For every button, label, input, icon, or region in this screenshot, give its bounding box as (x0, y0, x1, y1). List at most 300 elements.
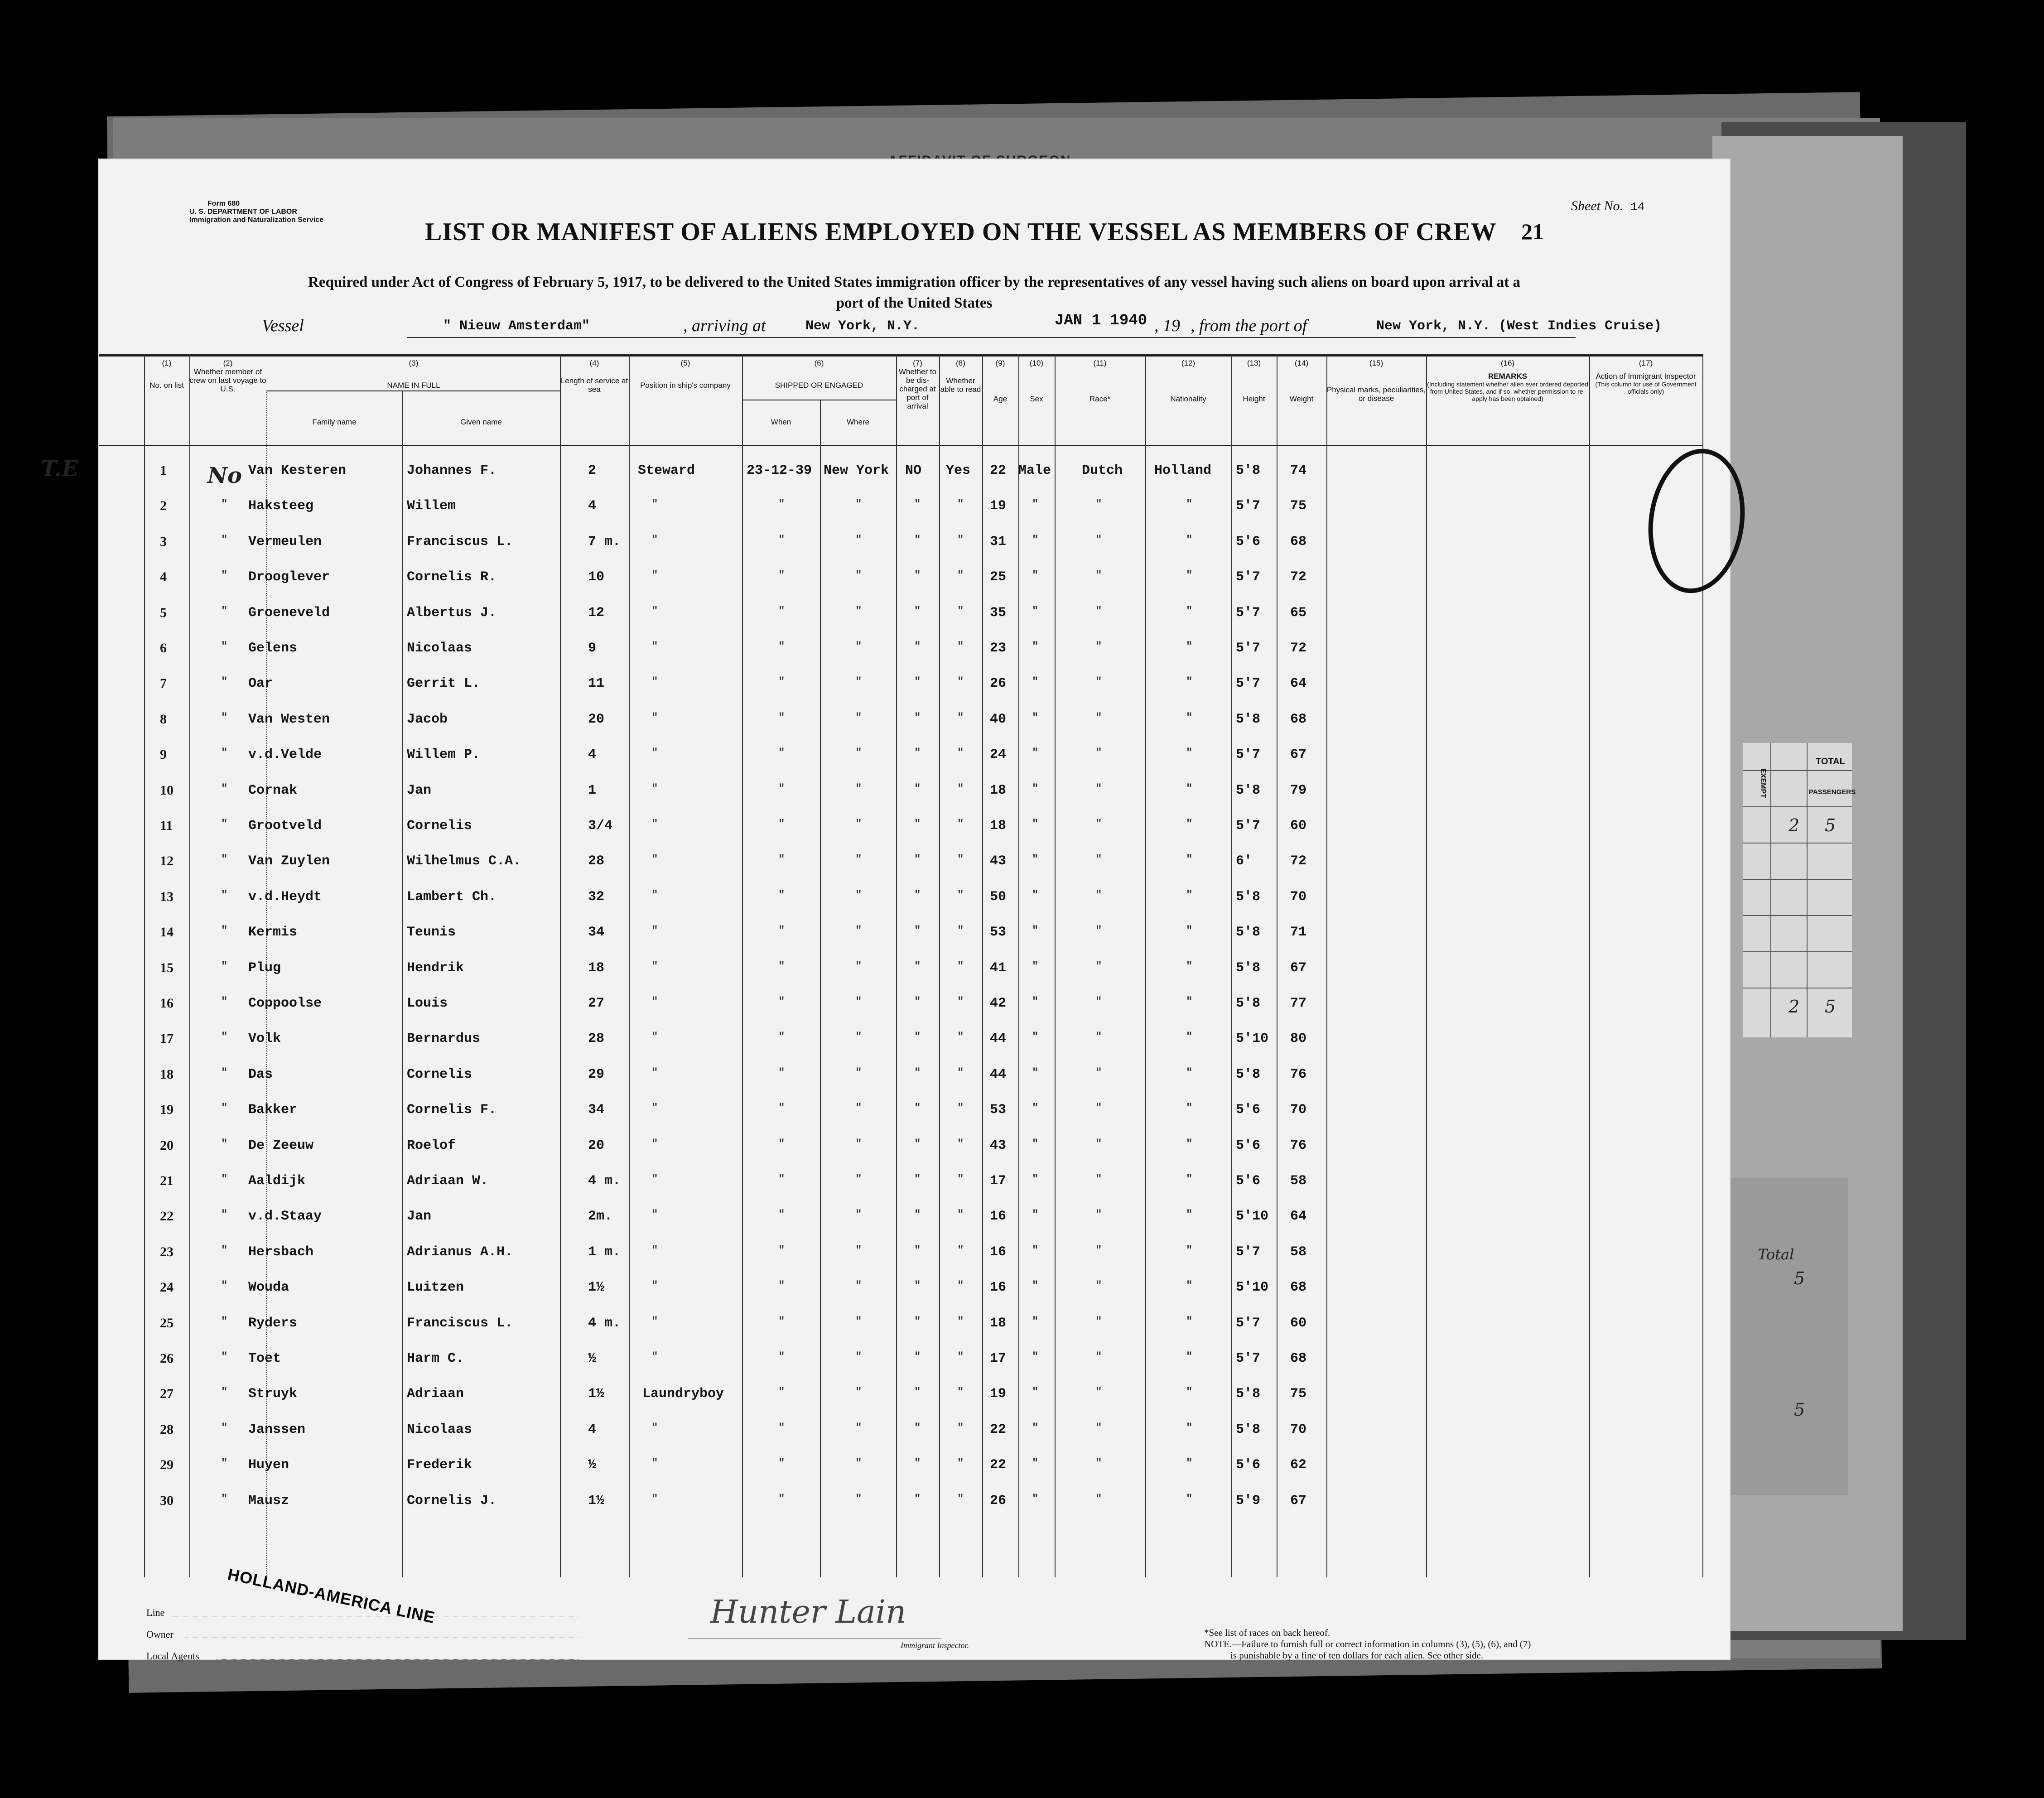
ditto-crew: " (221, 960, 228, 973)
ditto-when: " (778, 747, 785, 760)
ditto-nationality: " (1186, 1351, 1193, 1363)
ditto-sex: " (1032, 1244, 1039, 1257)
ditto-position: " (651, 1031, 658, 1044)
table-row (99, 960, 1702, 996)
family-name: Janssen (248, 1422, 306, 1437)
ditto-where: " (855, 1315, 862, 1328)
ditto-crew: " (221, 1280, 228, 1292)
ditto-when: " (778, 960, 785, 973)
ditto-nationality: " (1186, 747, 1193, 760)
ditto-nationality: " (1186, 1244, 1193, 1257)
ditto-crew: " (221, 1386, 228, 1399)
height: 5'10 (1236, 1280, 1269, 1296)
weight: 70 (1290, 1422, 1307, 1437)
table-row (99, 1386, 1702, 1422)
ditto-nationality: " (1186, 1102, 1193, 1115)
given-name: Jacob (407, 711, 448, 727)
ditto-when: " (778, 1102, 785, 1115)
margin-annotation: T.E (41, 456, 78, 482)
ditto-where: " (855, 676, 862, 689)
ditto-read: " (957, 818, 964, 830)
height: 5'6 (1236, 1173, 1261, 1189)
ditto-sex: " (1032, 782, 1039, 795)
ditto-position: " (651, 1138, 658, 1150)
age: 53 (990, 925, 1007, 940)
ditto-sex: " (1032, 996, 1039, 1008)
col11-header: (11) Race* (1089, 359, 1111, 403)
tally-total-value-2: 5 (1825, 997, 1836, 1017)
tally-exempt-value: 2 (1788, 815, 1800, 835)
ditto-when: " (778, 853, 785, 866)
col10-header: (10) Sex (1029, 359, 1044, 403)
row-number: 6 (160, 641, 167, 656)
arriving-port: New York, N.Y. (805, 318, 920, 334)
length-of-service: 4 m. (588, 1173, 621, 1189)
family-name: v.d.Heydt (248, 889, 322, 905)
ditto-position: " (651, 676, 658, 689)
ditto-where: " (855, 641, 862, 653)
col17-header: (17) Action of Immigrant Inspector (This column for use of Government officials only) (1595, 359, 1697, 395)
ditto-when: " (778, 1422, 785, 1434)
row-number: 19 (160, 1102, 174, 1118)
ditto-sex: " (1032, 1422, 1039, 1434)
family-name: Aaldijk (248, 1173, 306, 1189)
extra-handwritten-value: 5 (1794, 1400, 1805, 1420)
ditto-position: " (651, 960, 658, 973)
family-name: Groeneveld (248, 605, 330, 621)
ditto-read: " (957, 605, 964, 617)
ditto-where: " (855, 782, 862, 795)
age: 53 (990, 1102, 1007, 1118)
race: Dutch (1082, 463, 1123, 478)
ditto-position: " (651, 641, 658, 653)
ditto-discharge: " (914, 1031, 921, 1044)
table-row (99, 1173, 1702, 1209)
ditto-discharge: " (914, 1351, 921, 1363)
row-number: 22 (160, 1209, 174, 1224)
ditto-race: " (1095, 711, 1102, 724)
ditto-discharge: " (914, 996, 921, 1008)
height: 5'8 (1236, 960, 1261, 976)
ditto-discharge: " (914, 1209, 921, 1221)
given-name: Gerrit L. (407, 676, 481, 692)
ditto-nationality: " (1186, 676, 1193, 689)
ditto-position: " (651, 1493, 658, 1505)
ditto-where: " (855, 960, 862, 973)
row-number: 17 (160, 1031, 174, 1046)
family-name: Huyen (248, 1457, 289, 1473)
ditto-race: " (1095, 996, 1102, 1008)
ditto-read: " (957, 534, 964, 546)
length-of-service: 4 (588, 498, 597, 514)
weight: 76 (1290, 1066, 1307, 1082)
ditto-where: " (855, 1173, 862, 1186)
table-row (99, 996, 1702, 1031)
ditto-discharge: " (914, 498, 921, 511)
owner-label: Owner (146, 1629, 174, 1640)
ditto-when: " (778, 641, 785, 653)
ditto-where: " (855, 996, 862, 1008)
ditto-read: " (957, 569, 964, 582)
ditto-discharge: " (914, 1173, 921, 1186)
row-number: 16 (160, 996, 174, 1011)
row-number: 4 (160, 569, 167, 585)
ditto-sex: " (1032, 676, 1039, 689)
discharged-at-arrival: NO (905, 463, 922, 478)
weight: 75 (1290, 498, 1307, 514)
ditto-sex: " (1032, 1493, 1039, 1505)
weight: 58 (1290, 1173, 1307, 1189)
ditto-position: " (651, 711, 658, 724)
ditto-crew: " (221, 641, 228, 653)
note-line-2: is punishable by a fine of ten dollars for each alien. See other side. (1230, 1650, 1484, 1661)
ditto-sex: " (1032, 1173, 1039, 1186)
height: 5'9 (1236, 1493, 1261, 1509)
ditto-sex: " (1032, 1280, 1039, 1292)
family-name: v.d.Velde (248, 747, 322, 763)
ditto-nationality: " (1186, 641, 1193, 653)
ditto-sex: " (1032, 889, 1039, 901)
ditto-nationality: " (1186, 1493, 1193, 1505)
ditto-crew: " (221, 1244, 228, 1257)
row-number: 12 (160, 853, 174, 869)
ditto-when: " (778, 1457, 785, 1470)
age: 23 (990, 641, 1007, 656)
ditto-nationality: " (1186, 996, 1193, 1008)
ditto-where: " (855, 1209, 862, 1221)
family-name: Plug (248, 960, 281, 976)
given-name: Cornelis J. (407, 1493, 497, 1509)
given-name: Jan (407, 1209, 432, 1224)
table-row (99, 498, 1702, 534)
total-label-side: TOTAL (1816, 757, 1845, 766)
height: 6' (1236, 853, 1253, 869)
able-to-read: Yes (946, 463, 971, 478)
ditto-race: " (1095, 1315, 1102, 1328)
length-of-service: 34 (588, 925, 605, 940)
ditto-where: " (855, 1386, 862, 1399)
ditto-sex: " (1032, 1102, 1039, 1115)
ditto-discharge: " (914, 889, 921, 901)
ditto-race: " (1095, 498, 1102, 511)
ditto-discharge: " (914, 534, 921, 546)
ditto-sex: " (1032, 534, 1039, 546)
ditto-position: " (651, 853, 658, 866)
ditto-discharge: " (914, 569, 921, 582)
ditto-when: " (778, 1493, 785, 1505)
col9-header: (9) Age (993, 359, 1008, 403)
ditto-crew: " (221, 605, 228, 617)
ditto-position: " (651, 1351, 658, 1363)
ditto-where: " (855, 925, 862, 937)
ditto-read: " (957, 1138, 964, 1150)
given-name: Adriaan W. (407, 1173, 489, 1189)
ditto-nationality: " (1186, 1173, 1193, 1186)
given-name: Cornelis F. (407, 1102, 497, 1118)
ditto-crew: " (221, 1457, 228, 1470)
table-row (99, 605, 1702, 641)
weight: 77 (1290, 996, 1307, 1011)
family-name: Toet (248, 1351, 281, 1366)
ditto-discharge: " (914, 711, 921, 724)
from-label: , from the port of (1191, 316, 1307, 335)
weight: 67 (1290, 1493, 1307, 1509)
given-name: Roelof (407, 1138, 456, 1153)
col13-header: (13) Height (1243, 359, 1265, 403)
length-of-service: 28 (588, 1031, 605, 1047)
ditto-discharge: " (914, 1422, 921, 1434)
ditto-position: " (651, 1422, 658, 1434)
subtitle-line-1: Required under Act of Congress of February 5, 1917, to be delivered to the United States immigration officer by the representatives of any vessel having such aliens on board upon arrival at a (308, 274, 1520, 290)
family-name: Van Westen (248, 711, 330, 727)
ditto-position: " (651, 889, 658, 901)
ditto-read: " (957, 641, 964, 653)
family-name: Struyk (248, 1386, 298, 1402)
ditto-where: " (855, 605, 862, 617)
ditto-race: " (1095, 925, 1102, 937)
ditto-read: " (957, 1422, 964, 1434)
weight: 68 (1290, 534, 1307, 550)
length-of-service: 4 (588, 747, 597, 763)
length-of-service: 11 (588, 676, 605, 692)
age: 22 (990, 1422, 1007, 1437)
ditto-read: " (957, 1457, 964, 1470)
ditto-read: " (957, 498, 964, 511)
height: 5'6 (1236, 534, 1261, 550)
given-name-header: Given name (460, 418, 502, 426)
ditto-nationality: " (1186, 569, 1193, 582)
weight: 75 (1290, 1386, 1307, 1402)
weight: 60 (1290, 1315, 1307, 1331)
ditto-discharge: " (914, 641, 921, 653)
ditto-crew: " (221, 1422, 228, 1434)
col5-header: (5) Position in ship's company (640, 359, 731, 390)
ditto-when: " (778, 569, 785, 582)
age: 41 (990, 960, 1007, 976)
ditto-position: " (651, 1173, 658, 1186)
length-of-service: 10 (588, 569, 605, 585)
ditto-crew: " (221, 1102, 228, 1115)
ditto-read: " (957, 1102, 964, 1115)
ditto-crew: " (221, 534, 228, 546)
ditto-discharge: " (914, 1138, 921, 1150)
ditto-race: " (1095, 1386, 1102, 1399)
ditto-crew: " (221, 818, 228, 830)
table-row (99, 1493, 1702, 1528)
table-row (99, 534, 1702, 569)
age: 42 (990, 996, 1007, 1011)
table-row (99, 747, 1702, 782)
age: 44 (990, 1031, 1007, 1047)
height: 5'7 (1236, 569, 1261, 585)
ditto-read: " (957, 1209, 964, 1221)
length-of-service: 9 (588, 641, 597, 656)
ditto-when: " (778, 1173, 785, 1186)
service-name: Immigration and Naturalization Service (189, 216, 324, 224)
age: 50 (990, 889, 1007, 905)
ditto-when: " (778, 1244, 785, 1257)
table-row (99, 1457, 1702, 1493)
ditto-read: " (957, 1351, 964, 1363)
whether-crew-last-voyage: No (207, 463, 242, 488)
ditto-read: " (957, 1280, 964, 1292)
given-name: Bernardus (407, 1031, 481, 1047)
length-of-service: 32 (588, 889, 605, 905)
given-name: Cornelis (407, 1066, 472, 1082)
ditto-race: " (1095, 1422, 1102, 1434)
row-number: 10 (160, 782, 174, 798)
ditto-where: " (855, 1138, 862, 1150)
weight: 70 (1290, 889, 1307, 905)
ditto-race: " (1095, 569, 1102, 582)
where-header: Where (846, 418, 870, 426)
ditto-nationality: " (1186, 605, 1193, 617)
given-name: Wilhelmus C.A. (407, 853, 521, 869)
table-row (99, 783, 1702, 818)
ditto-race: " (1095, 1066, 1102, 1079)
family-name: Oar (248, 676, 273, 692)
ditto-where: " (855, 747, 862, 760)
weight: 80 (1290, 1031, 1307, 1047)
ditto-sex: " (1032, 711, 1039, 724)
ditto-read: " (957, 1386, 964, 1399)
ditto-when: " (778, 925, 785, 937)
col16-header: (16) REMARKS (Including statement whether alien ever ordered deported from United States, and if so, whether permission to re-apply has been obtained) (1427, 359, 1588, 402)
ditto-position: " (651, 534, 658, 546)
ditto-discharge: " (914, 1102, 921, 1115)
ditto-crew: " (221, 782, 228, 795)
length-of-service: 4 (588, 1422, 597, 1437)
age: 43 (990, 853, 1007, 869)
height: 5'7 (1236, 1315, 1261, 1331)
table-row (99, 463, 1702, 498)
length-of-service: ½ (588, 1351, 597, 1366)
when-header: When (771, 418, 791, 426)
total-handwritten-label: Total (1758, 1246, 1794, 1263)
ditto-race: " (1095, 818, 1102, 830)
table-row (99, 641, 1702, 676)
age: 26 (990, 1493, 1007, 1509)
ditto-crew: " (221, 1315, 228, 1328)
length-of-service: 3/4 (588, 818, 613, 834)
given-name: Nicolaas (407, 641, 472, 656)
weight: 72 (1290, 641, 1307, 656)
ditto-sex: " (1032, 1209, 1039, 1221)
height: 5'8 (1236, 782, 1261, 798)
ditto-race: " (1095, 1102, 1102, 1115)
ditto-when: " (778, 534, 785, 546)
ditto-when: " (778, 605, 785, 617)
ditto-when: " (778, 1209, 785, 1221)
ditto-sex: " (1032, 1351, 1039, 1363)
ditto-where: " (855, 498, 862, 511)
row-number: 5 (160, 605, 167, 620)
weight: 76 (1290, 1138, 1307, 1153)
subtitle (167, 272, 1662, 313)
weight: 79 (1290, 782, 1307, 798)
table-row (99, 569, 1702, 605)
ditto-when: " (778, 711, 785, 724)
ditto-where: " (855, 711, 862, 724)
ditto-nationality: " (1186, 960, 1193, 973)
height: 5'10 (1236, 1209, 1269, 1224)
ditto-discharge: " (914, 1244, 921, 1257)
table-row (99, 1422, 1702, 1457)
row-number: 27 (160, 1386, 174, 1402)
ditto-where: " (855, 1351, 862, 1363)
ditto-nationality: " (1186, 782, 1193, 795)
table-row (99, 925, 1702, 960)
height: 5'7 (1236, 676, 1261, 692)
row-number: 20 (160, 1138, 174, 1153)
family-name: Van Kesteren (248, 463, 347, 478)
weight: 64 (1290, 676, 1307, 692)
ditto-when: " (778, 818, 785, 830)
age: 19 (990, 498, 1007, 514)
ditto-position: " (651, 818, 658, 830)
height: 5'10 (1236, 1031, 1269, 1047)
ditto-where: " (855, 1493, 862, 1505)
local-agents-label: Local Agents (146, 1650, 199, 1662)
length-of-service: 7 m. (588, 534, 621, 550)
height: 5'6 (1236, 1457, 1261, 1473)
ditto-where: " (855, 818, 862, 830)
weight: 65 (1290, 605, 1307, 621)
ditto-where: " (855, 853, 862, 866)
col14-header: (14) Weight (1289, 359, 1314, 403)
ditto-discharge: " (914, 747, 921, 760)
row-number: 28 (160, 1422, 174, 1437)
given-name: Cornelis R. (407, 569, 497, 585)
tally-total-value: 5 (1825, 815, 1836, 835)
weight: 68 (1290, 1351, 1307, 1366)
col1-header: (1) No. on list (149, 359, 184, 390)
age: 35 (990, 605, 1007, 621)
ditto-position: " (651, 1280, 658, 1292)
ditto-race: " (1095, 1209, 1102, 1221)
age: 17 (990, 1351, 1007, 1366)
ditto-discharge: " (914, 1493, 921, 1505)
ditto-nationality: " (1186, 1457, 1193, 1470)
height: 5'7 (1236, 1351, 1261, 1366)
age: 43 (990, 1138, 1007, 1153)
age: 25 (990, 569, 1007, 585)
ditto-nationality: " (1186, 1422, 1193, 1434)
length-of-service: 1 (588, 782, 597, 798)
ditto-race: " (1095, 641, 1102, 653)
table-row (99, 1280, 1702, 1315)
ditto-nationality: " (1186, 889, 1193, 901)
col2-header: (2) Whether member of crew on last voyage to U.S. (189, 359, 266, 393)
length-of-service: 2m. (588, 1209, 613, 1224)
ditto-sex: " (1032, 1031, 1039, 1044)
given-name: Franciscus L. (407, 534, 513, 550)
height: 5'8 (1236, 1066, 1261, 1082)
position-in-ship: Laundryboy (642, 1386, 724, 1402)
weight: 67 (1290, 747, 1307, 763)
ditto-when: " (778, 1280, 785, 1292)
weight: 62 (1290, 1457, 1307, 1473)
ditto-race: " (1095, 1457, 1102, 1470)
table-row (99, 853, 1702, 889)
ditto-when: " (778, 1351, 785, 1363)
ditto-read: " (957, 676, 964, 689)
family-name: Wouda (248, 1280, 289, 1296)
department: U. S. DEPARTMENT OF LABOR (189, 208, 297, 216)
height: 5'6 (1236, 1102, 1261, 1118)
vessel-label: Vessel (262, 316, 304, 335)
inspector-label: Immigrant Inspector. (901, 1641, 969, 1650)
